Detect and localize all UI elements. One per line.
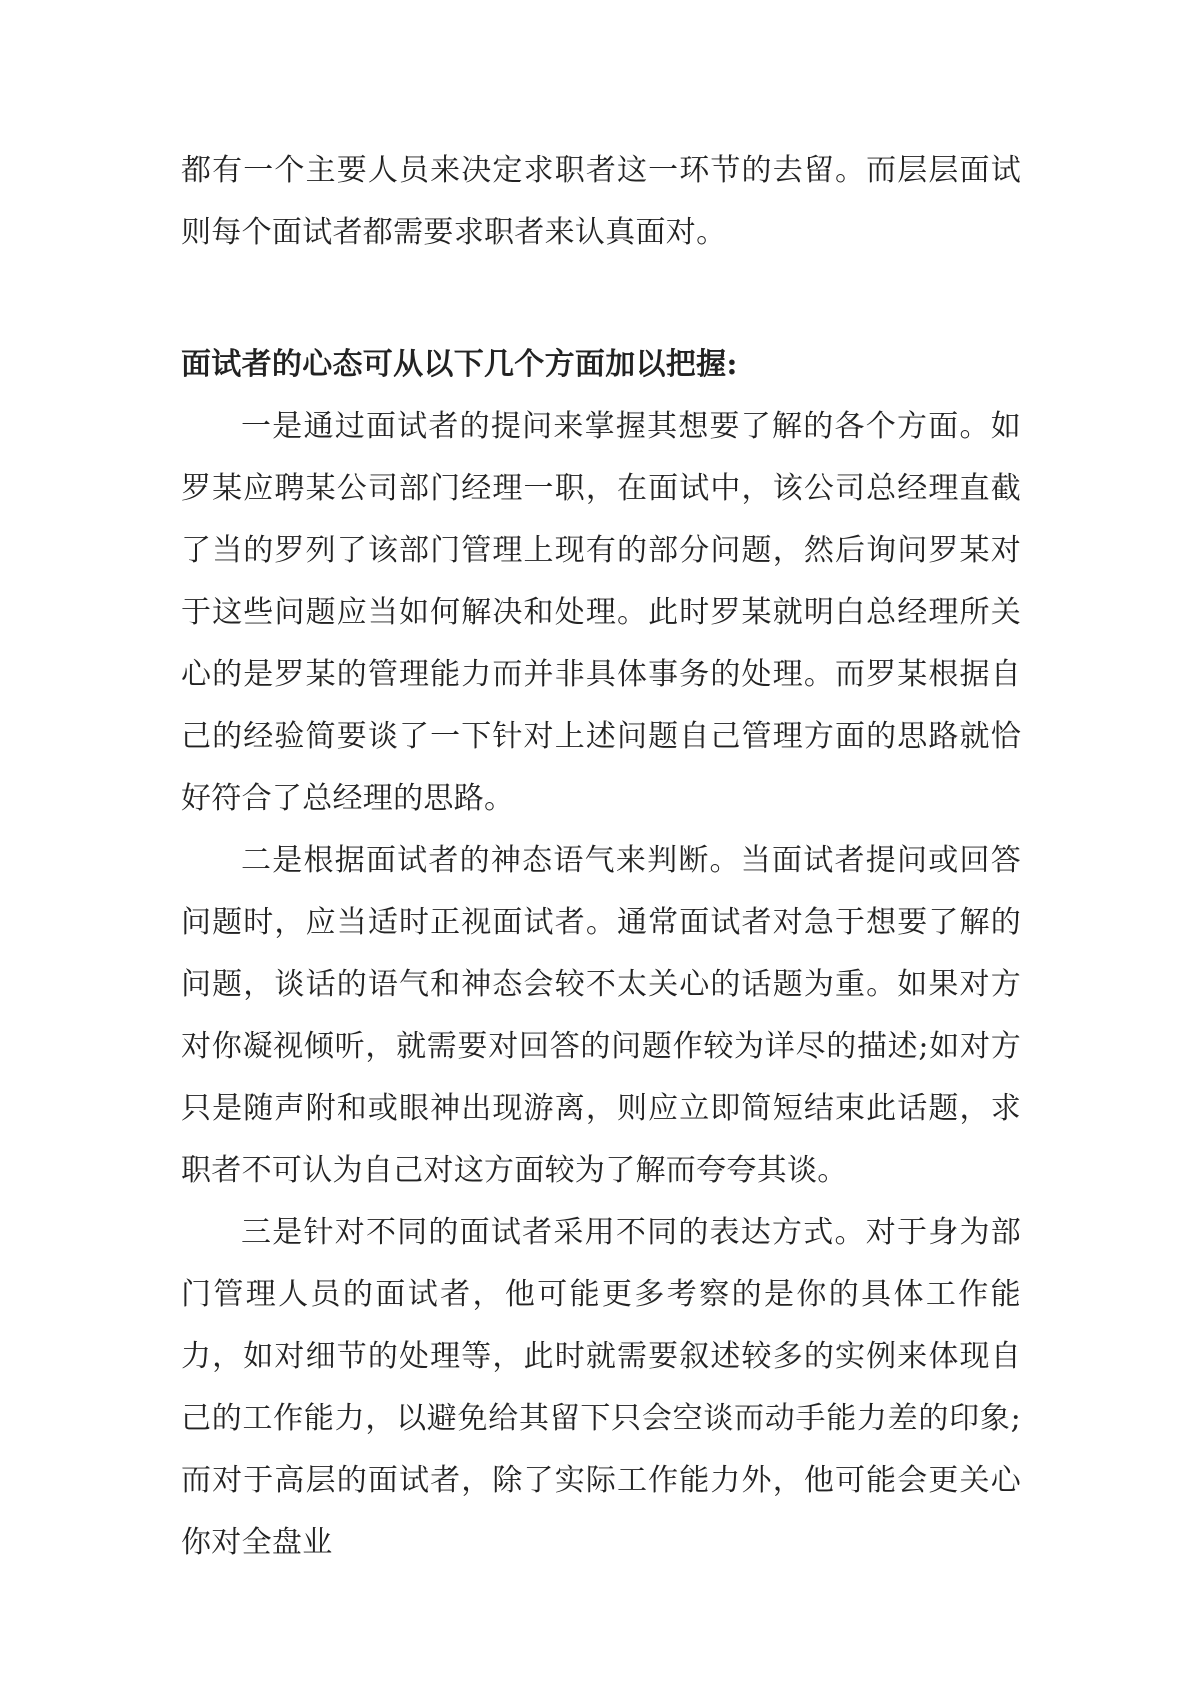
section-heading: 面试者的心态可从以下几个方面加以把握: xyxy=(181,347,738,382)
continuation-paragraph: 都有一个主要人员来决定求职者这一环节的去留。而层层面试则每个面试者都需要求职者来认真面对。 xyxy=(181,153,1021,250)
paragraph-point-2: 二是根据面试者的神态语气来判断。当面试者提问或回答问题时，应当适时正视面试者。通常面试者对急于想要了解的问题，谈话的语气和神态会较不太关心的话题为重。如果对方对你凝视倾听，就需要对回答的问题作较为详尽的描述;如对方只是随声附和或眼神出现游离，则应立即简短结束此话题，求职者不可认为自己对这方面较为了解而夸夸其谈。 xyxy=(181,843,1021,1188)
paragraph-point-3: 三是针对不同的面试者采用不同的表达方式。对于身为部门管理人员的面试者，他可能更多考察的是你的具体工作能力，如对细节的处理等，此时就需要叙述较多的实例来体现自己的工作能力，以避免给其留下只会空谈而动手能力差的印象;而对于高层的面试者，除了实际工作能力外，他可能会更关心你对全盘业 xyxy=(181,1215,1021,1560)
paragraph-spacer xyxy=(181,264,1021,334)
paragraph-point-1: 一是通过面试者的提问来掌握其想要了解的各个方面。如罗某应聘某公司部门经理一职，在面试中，该公司总经理直截了当的罗列了该部门管理上现有的部分问题，然后询问罗某对于这些问题应当如何解决和处理。此时罗某就明白总经理所关心的是罗某的管理能力而并非具体事务的处理。而罗某根据自己的经验简要谈了一下针对上述问题自己管理方面的思路就恰好符合了总经理的思路。 xyxy=(181,409,1021,816)
document-body xyxy=(181,140,1021,1574)
